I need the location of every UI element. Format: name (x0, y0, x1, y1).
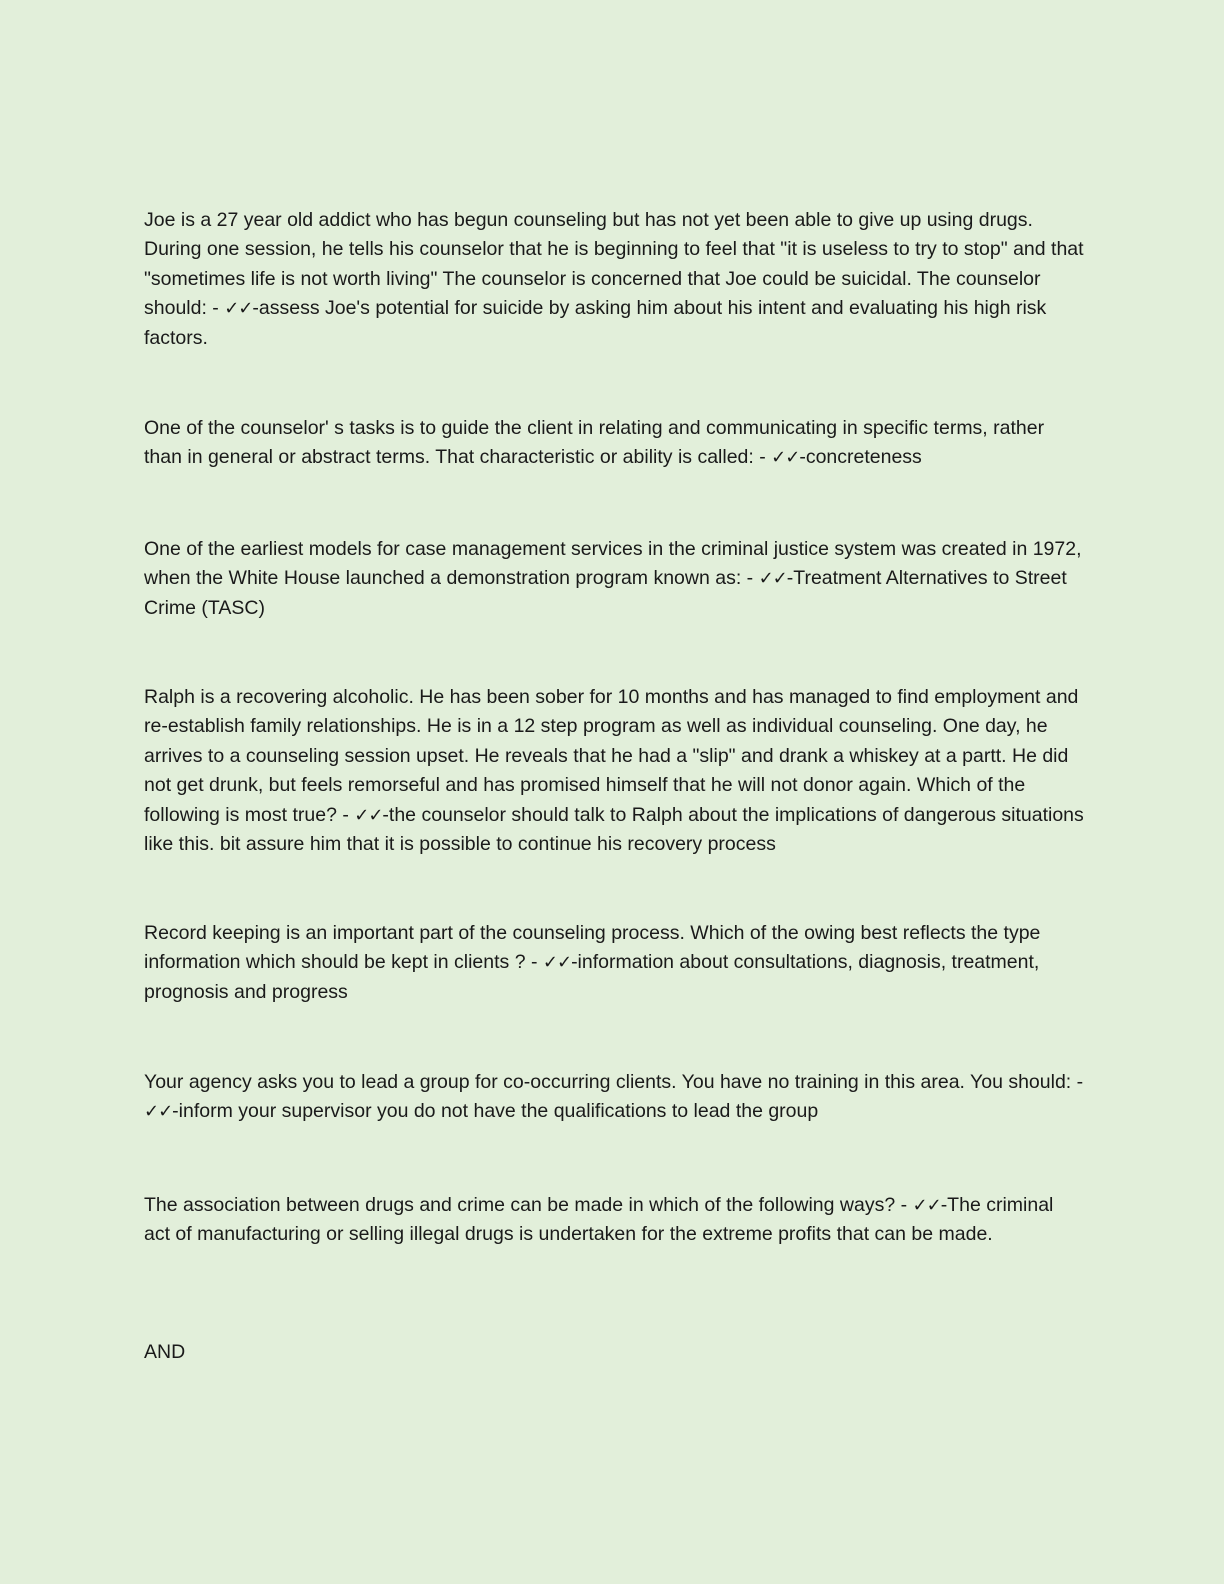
check-icon-7: ✓✓ (912, 1194, 941, 1216)
question-text-3: One of the earliest models for case management services in the criminal justice system was created in 1972, when the White House launched a demonstration program known as: - (144, 537, 1082, 589)
check-icon-4: ✓✓ (354, 804, 383, 826)
qa-entry-2 (144, 414, 1084, 473)
qa-entry-1 (144, 206, 1084, 354)
question-text-5: Record keeping is an important part of the counseling process. Which of the owing best reflects the type information which should be kept in clients ? - (144, 921, 1041, 973)
question-text-4: Ralph is a recovering alcoholic. He has been sober for 10 months and has managed to find employment and re-establish family relationships. He is in a 12 step program as well as individual counseling. One day, he arrives to a counseling session upset. He reveals that he had a "slip" and drank a whiskey at a partt. He did not get drunk, but feels remorseful and has promised himself that he will not donor again. Which of the following is most true? - (144, 685, 1079, 826)
question-text-2: One of the counselor' s tasks is to guide the client in relating and communicating in specific terms, rather than in general or abstract terms. That characteristic or ability is called: - (144, 416, 1045, 468)
qa-entry-6 (144, 1068, 1084, 1127)
question-text-7: The association between drugs and crime can be made in which of the following ways? - (144, 1193, 908, 1216)
answer-text-6: -inform your supervisor you do not have the qualifications to lead the group (172, 1100, 819, 1122)
answer-text-5: -information about consultations, diagnosis, treatment, prognosis and progress (144, 951, 1040, 1003)
question-text-6: Your agency asks you to lead a group for co-occurring clients. You have no training in this area. You should: - (144, 1070, 1084, 1093)
answer-text-1: -assess Joe's potential for suicide by asking him about his intent and evaluating his high risk factors. (144, 297, 1047, 349)
check-icon-1: ✓✓ (224, 298, 253, 319)
answer-text-4: -the counselor should talk to Ralph about the implications of dangerous situations like this. bit assure him that it is possible to continue his recovery process (144, 803, 1084, 855)
question-text-1: Joe is a 27 year old addict who has begun counseling but has not yet been able to give up using drugs. During one session, he tells his counselor that he is beginning to feel that "it is useless to try to stop" and that "sometimes life is not worth living" The counselor is concerned that Joe could be suicidal. The counselor should: - (144, 208, 1084, 319)
check-icon-5: ✓✓ (542, 952, 572, 973)
qa-entry-3 (144, 535, 1084, 624)
qa-entry-7 (144, 1191, 1084, 1250)
check-icon-2: ✓✓ (771, 447, 800, 468)
answer-text-3: -Treatment Alternatives to Street Crime (TASC) (144, 567, 1067, 619)
footer-and-text: AND (144, 1340, 186, 1363)
qa-entry-4 (144, 683, 1084, 860)
qa-entry-5 (144, 919, 1084, 1008)
check-icon-3: ✓✓ (758, 568, 787, 589)
answer-text-2: -concreteness (799, 446, 922, 468)
answer-text-7: -The criminal act of manufacturing or selling illegal drugs is undertaken for the extreme profits that can be made. (144, 1193, 1054, 1245)
check-icon-6: ✓✓ (144, 1101, 173, 1122)
